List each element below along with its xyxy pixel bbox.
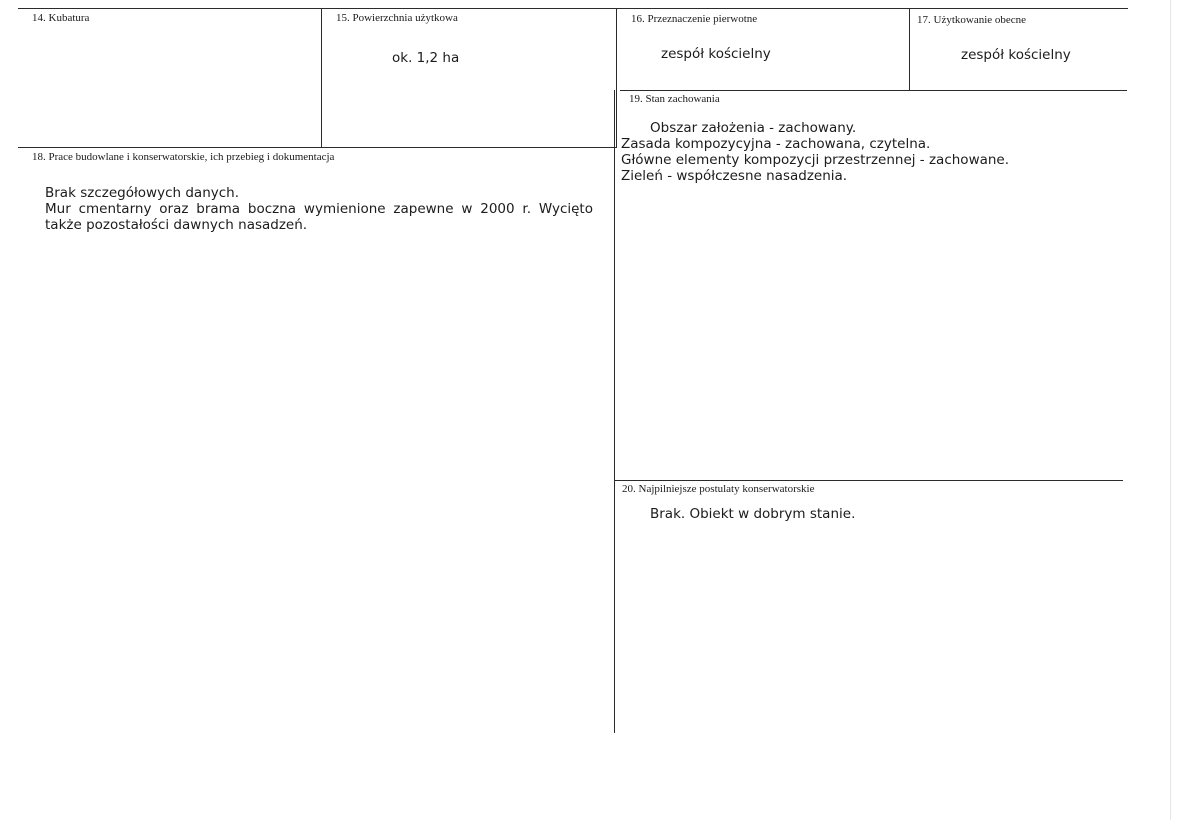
field-16-label: 16. Przeznaczenie pierwotne [631, 13, 758, 25]
field-19-text [621, 120, 1010, 184]
divider-15-16 [616, 8, 617, 148]
divider-18-19 [614, 90, 615, 733]
field-18-line: Mur cmentarny oraz brama boczna wymienione zapewne w 2000 r. Wycięto także pozostałości dawnych nasadzeń. [45, 201, 593, 233]
border-above-18 [18, 147, 616, 148]
field-19-line: Główne elementy kompozycji przestrzennej - zachowane. [621, 152, 1010, 168]
field-16-value: zespół kościelny [661, 46, 771, 62]
field-17-label: 17. Użytkowanie obecne [917, 14, 1027, 26]
field-18-line: Brak szczegółowych danych. [45, 185, 240, 201]
border-above-20 [614, 480, 1123, 481]
field-20-label: 20. Najpilniejsze postulaty konserwatorskie [622, 483, 815, 495]
field-20-value: Brak. Obiekt w dobrym stanie. [650, 506, 856, 522]
field-19-line: Zasada kompozycyjna - zachowana, czytelna. [621, 136, 931, 152]
scan-edge [1170, 0, 1171, 820]
field-15-value: ok. 1,2 ha [392, 50, 460, 66]
field-14-label: 14. Kubatura [32, 12, 90, 24]
border-above-19 [620, 90, 1127, 91]
top-border [18, 8, 1128, 9]
field-18-label: 18. Prace budowlane i konserwatorskie, ich przebieg i dokumentacja [32, 151, 335, 163]
field-19-line: Zieleń - współczesne nasadzenia. [621, 168, 848, 184]
field-17-value: zespół kościelny [961, 47, 1071, 63]
field-18-text [45, 185, 593, 233]
divider-16-17 [909, 8, 910, 90]
divider-14-15 [321, 8, 322, 148]
field-19-label: 19. Stan zachowania [629, 93, 720, 105]
field-15-label: 15. Powierzchnia użytkowa [336, 12, 458, 24]
field-19-line: Obszar założenia - zachowany. [650, 120, 857, 136]
